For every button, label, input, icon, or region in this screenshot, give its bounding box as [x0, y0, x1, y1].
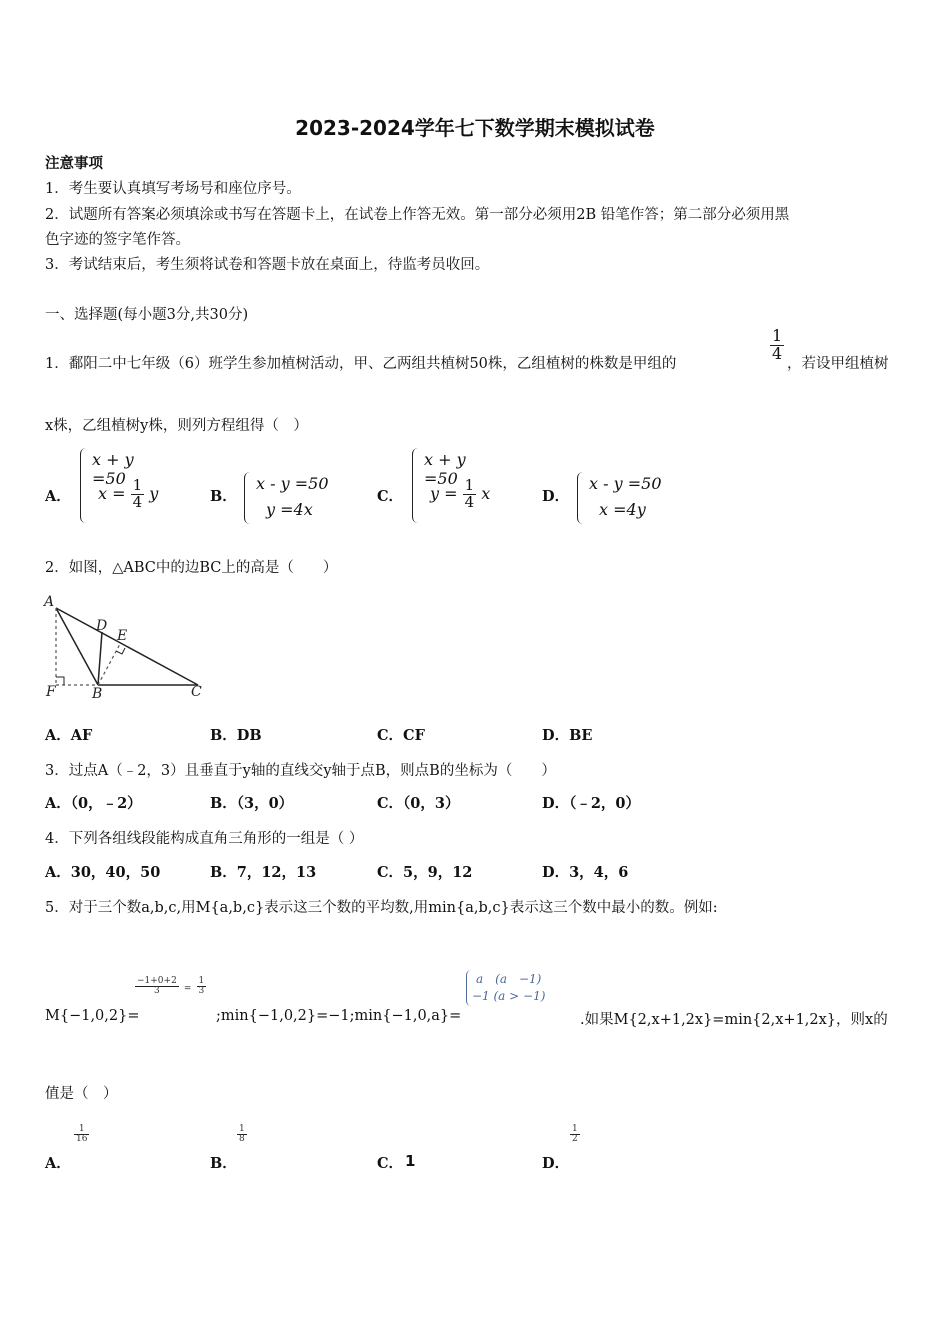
q1-frac-num: 1: [772, 326, 783, 345]
q5-a-den: 16: [76, 1134, 88, 1144]
q1-option-d-label[interactable]: D．: [542, 488, 570, 505]
q5-option-b-label[interactable]: B．: [210, 1155, 237, 1172]
q1-option-a-system: [80, 448, 170, 523]
label-a: A: [44, 594, 55, 610]
q5-option-c-label[interactable]: C．: [377, 1155, 404, 1172]
section-heading: 一、选择题(每小题3分,共30分): [45, 307, 249, 323]
q1-fraction: [770, 328, 784, 363]
q1-option-c-label[interactable]: C．: [377, 488, 404, 505]
q1-option-b-label[interactable]: B．: [210, 488, 237, 505]
q2-option-b[interactable]: B．DB: [210, 727, 262, 744]
brace-icon: [244, 472, 253, 524]
q5-tail: 值是（ ）: [45, 1086, 118, 1102]
q4-option-a[interactable]: A．30，40，50: [45, 864, 161, 881]
q5-piecewise: [466, 970, 576, 1010]
q5-condition: .如果M{2,x+1,2x}=min{2,x+1,2x}，则x的: [580, 1012, 888, 1028]
q5-m-expr: M{−1,0,2}=: [45, 1008, 140, 1024]
q5-option-d-label[interactable]: D．: [542, 1155, 570, 1172]
right-angle-e-icon: [116, 648, 125, 654]
q5-option-a-frac: [74, 1124, 89, 1144]
q5-m-val-den: 3: [198, 986, 205, 996]
q1-c-row2-right: x: [481, 483, 491, 503]
q1-c-den: 4: [464, 492, 475, 511]
q5-a-num: 1: [74, 1125, 89, 1135]
q1-option-c-system: [412, 448, 502, 523]
line-bd: [98, 632, 102, 685]
q1-option-a-label[interactable]: A．: [45, 488, 71, 505]
page-title: 2023-2024学年七下数学期末模拟试卷: [295, 116, 655, 140]
q5-b-den: 8: [239, 1134, 245, 1144]
q5-case-2: −1 (a > −1): [472, 989, 546, 1003]
q4-text: 4．下列各组线段能构成直角三角形的一组是（ ）: [45, 831, 364, 847]
q5-d-num: 1: [572, 1123, 578, 1134]
q3-text: 3．过点A（﹣2，3）且垂直于y轴的直线交y轴于点B，则点B的坐标为（ ）: [45, 763, 556, 779]
notice-item-3: 3．考试结束后，考生须将试卷和答题卡放在桌面上，待监考员收回。: [45, 257, 490, 273]
q5-b-num: 1: [239, 1123, 245, 1134]
q2-option-c[interactable]: C．CF: [377, 727, 425, 744]
label-b: B: [92, 686, 103, 702]
q3-option-b[interactable]: B．（3，0）: [210, 795, 294, 812]
notice-heading: 注意事项: [45, 155, 103, 172]
q4-option-b[interactable]: B．7，12，13: [210, 864, 317, 881]
brace-icon: [412, 448, 421, 523]
q1-text-c: x株，乙组植树y株，则列方程组得（ ）: [45, 418, 308, 434]
q5-min-expr: ;min{−1,0,2}=−1;min{−1,0,a}=: [216, 1008, 462, 1024]
q1-a-row1: x + y =50: [92, 450, 134, 488]
q3-option-d[interactable]: D．（﹣2，0）: [542, 795, 641, 812]
q1-a-num: 1: [132, 476, 143, 494]
q3-option-a[interactable]: A．（0，﹣2）: [45, 795, 142, 812]
brace-icon: [80, 448, 89, 523]
notice-item-1: 1．考生要认真填写考场号和座位序号。: [45, 181, 301, 197]
q1-d-row1: x - y =50: [589, 474, 662, 493]
q2-option-a[interactable]: A．AF: [45, 727, 93, 744]
q5-option-b-frac: [237, 1124, 247, 1144]
q3-option-c[interactable]: C．（0，3）: [377, 795, 460, 812]
q5-option-a-label[interactable]: A．: [45, 1155, 71, 1172]
label-d: D: [96, 618, 108, 634]
q1-a-den: 4: [132, 492, 143, 511]
q1-text-b: ，若设甲组植树: [787, 356, 889, 372]
q4-option-c[interactable]: C．5，9，12: [377, 864, 473, 881]
q5-option-c-value: 1: [405, 1152, 416, 1170]
q5-m-num: −1+0+2: [137, 975, 177, 986]
q5-m-fraction: [135, 976, 206, 996]
q1-c-row1: x + y =50: [424, 450, 466, 488]
q5-text: 5．对于三个数a,b,c,用M{a,b,c}表示这三个数的平均数,用min{a,b,c}表示这三个数中最小的数。例如:: [45, 900, 718, 916]
brace-icon: [577, 472, 586, 524]
q1-c-row2-left: y =: [430, 483, 458, 503]
q1-b-row1: x - y =50: [256, 474, 329, 493]
q2-triangle-figure: [40, 592, 210, 704]
q1-a-row2-left: x =: [98, 483, 126, 503]
q1-d-row2: x =4y: [599, 500, 646, 519]
q5-option-d-frac: [570, 1124, 580, 1144]
q5-m-val-num: 1: [198, 975, 205, 986]
notice-item-2: 2．试题所有答案必须填涂或书写在答题卡上，在试卷上作答无效。第一部分必须用2B 铅笔作答；第二部分必须用黑: [45, 207, 790, 223]
label-f: F: [46, 684, 56, 700]
label-c: C: [191, 684, 202, 700]
q2-option-d[interactable]: D．BE: [542, 727, 593, 744]
q1-c-num: 1: [464, 476, 475, 494]
q1-option-d-system: [577, 472, 667, 524]
q4-option-d[interactable]: D．3，4，6: [542, 864, 629, 881]
q2-text: 2．如图，△ABC中的边BC上的高是（ ）: [45, 560, 338, 576]
right-angle-f-icon: [56, 677, 64, 685]
q1-option-b-system: [244, 472, 334, 524]
q1-a-row2-right: y: [149, 483, 159, 503]
q5-m-den: 3: [154, 986, 160, 996]
q1-text: 1．鄱阳二中七年级（6）班学生参加植树活动，甲、乙两组共植树50株，乙组植树的株数是甲组的: [45, 356, 677, 372]
q5-case-1: a (a −1): [476, 972, 542, 986]
q5-m-eq: =: [183, 984, 192, 994]
q5-d-den: 2: [572, 1134, 578, 1144]
q1-frac-den: 4: [772, 343, 783, 363]
label-e: E: [117, 628, 128, 644]
q1-b-row2: y =4x: [266, 500, 313, 519]
notice-item-2-cont: 色字迹的签字笔作答。: [45, 232, 190, 248]
